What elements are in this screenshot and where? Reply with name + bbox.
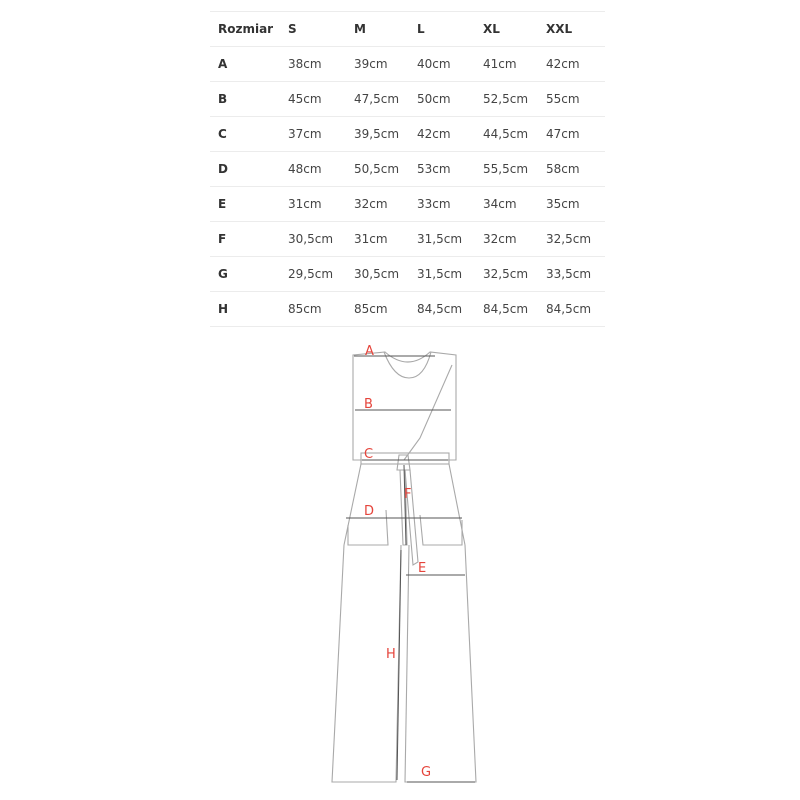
table-cell: 47cm [538,117,605,152]
table-cell: 32cm [475,222,538,257]
row-label: H [210,292,280,327]
header-m: M [346,12,409,47]
header-size: Rozmiar [210,12,280,47]
table-cell: 42cm [538,47,605,82]
table-cell: 41cm [475,47,538,82]
table-cell: 55cm [538,82,605,117]
table-cell: 31cm [280,187,346,222]
row-label: E [210,187,280,222]
table-cell: 44,5cm [475,117,538,152]
table-cell: 58cm [538,152,605,187]
table-cell: 29,5cm [280,257,346,292]
table-cell: 32cm [346,187,409,222]
tie-knot [397,455,410,470]
wrap-fold-line [404,365,452,460]
right-leg-outline [405,545,476,782]
table-cell: 38cm [280,47,346,82]
table-cell: 84,5cm [538,292,605,327]
table-cell: 50cm [409,82,475,117]
table-cell: 39,5cm [346,117,409,152]
table-cell: 48cm [280,152,346,187]
row-label: A [210,47,280,82]
table-cell: 84,5cm [409,292,475,327]
dimension-label-e: E [418,561,427,576]
table-cell: 40cm [409,47,475,82]
table-cell: 32,5cm [538,222,605,257]
table-cell: 32,5cm [475,257,538,292]
table-cell: 50,5cm [346,152,409,187]
table-cell: 39cm [346,47,409,82]
table-cell: 33cm [409,187,475,222]
dimension-label-f: F [404,487,412,502]
table-cell: 34cm [475,187,538,222]
pocket-right [420,515,462,545]
measure-line-h [397,550,401,780]
table-cell: 30,5cm [280,222,346,257]
dimension-label-b: B [364,397,373,412]
garment-outline [332,352,476,782]
table-cell: 31cm [346,222,409,257]
table-cell: 42cm [409,117,475,152]
dimension-label-d: D [364,504,375,519]
header-xl: XL [475,12,538,47]
row-label: G [210,257,280,292]
dimension-label-a: A [365,344,374,359]
table-cell: 45cm [280,82,346,117]
row-label: D [210,152,280,187]
table-cell: 37cm [280,117,346,152]
table-cell: 52,5cm [475,82,538,117]
table-cell: 30,5cm [346,257,409,292]
table-cell: 35cm [538,187,605,222]
header-l: L [409,12,475,47]
table-cell: 85cm [280,292,346,327]
header-s: S [280,12,346,47]
table-cell: 33,5cm [538,257,605,292]
dimension-label-g: G [421,765,432,780]
row-label: B [210,82,280,117]
table-cell: 85cm [346,292,409,327]
row-label: F [210,222,280,257]
table-cell: 31,5cm [409,257,475,292]
table-cell: 53cm [409,152,475,187]
dimension-label-h: H [386,647,396,662]
header-xxl: XXL [538,12,605,47]
dimension-label-c: C [364,447,374,462]
table-cell: 31,5cm [409,222,475,257]
table-cell: 47,5cm [346,82,409,117]
table-cell: 84,5cm [475,292,538,327]
table-cell: 55,5cm [475,152,538,187]
row-label: C [210,117,280,152]
left-leg-outline [332,545,401,782]
